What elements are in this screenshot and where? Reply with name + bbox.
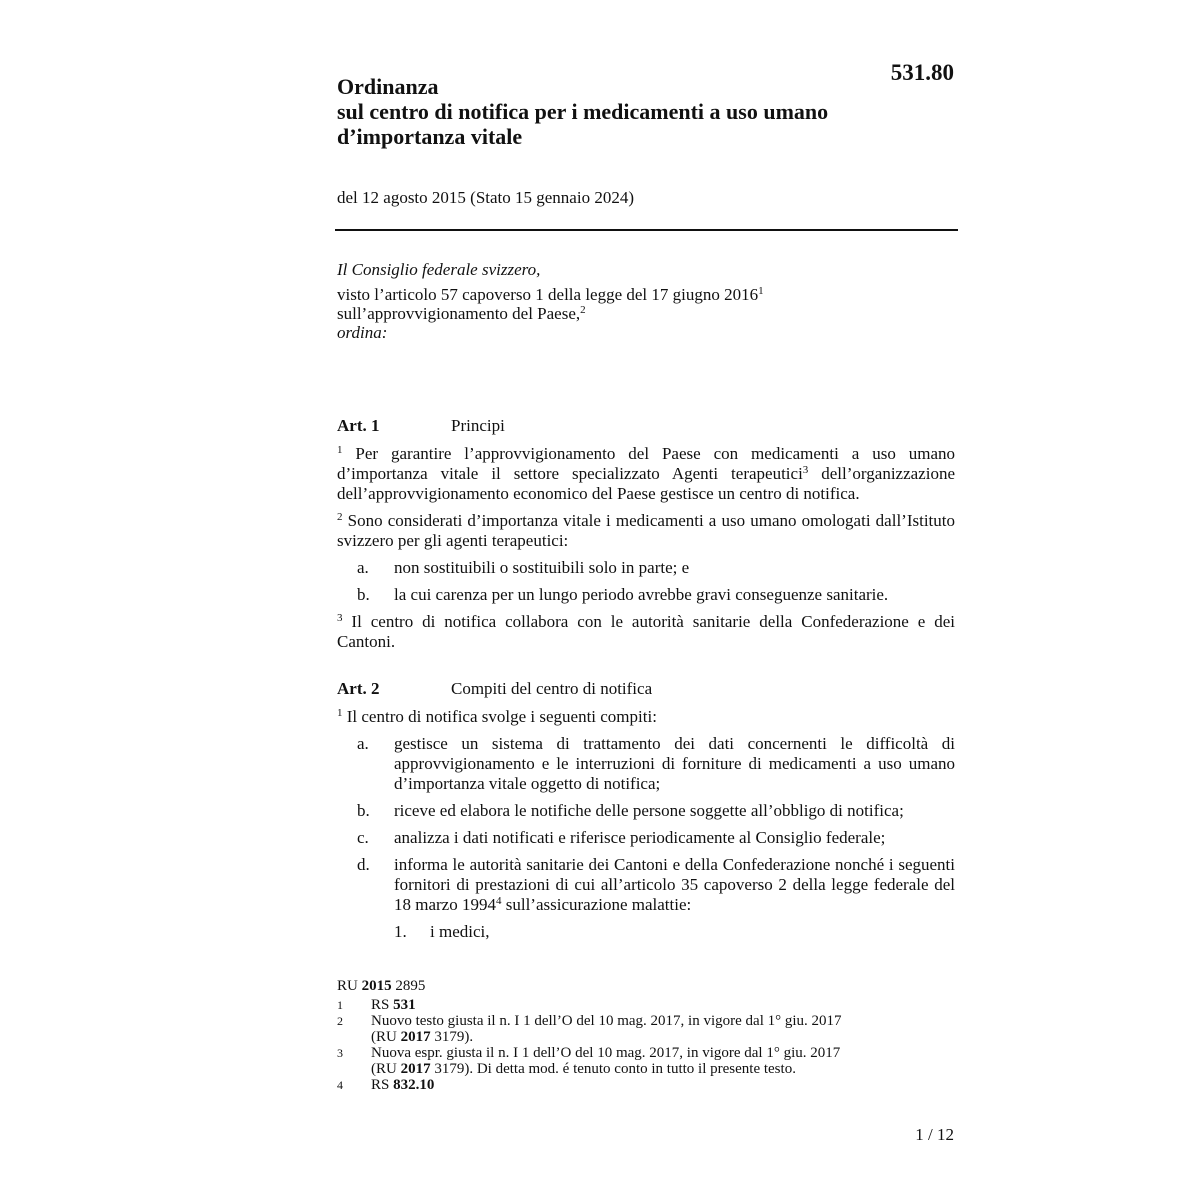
footnote-ref[interactable]: 1	[758, 285, 764, 297]
article-2-heading	[337, 679, 955, 699]
article-number: Art. 2	[337, 679, 380, 698]
sr-number: 531.80	[890, 60, 954, 85]
article-number: Art. 1	[337, 416, 380, 435]
footnote: 1 RS 531	[337, 997, 416, 1013]
article-title: Principi	[451, 416, 505, 435]
list-item: d. informa le autorità sanitarie dei Cantoni e della Confederazione nonché i seguenti fornitori di prestazioni di cui all’articolo 35 capoverso 2 della legge federale del 18 marzo 1994$^4$ sull’assicurazione malattie:	[357, 855, 955, 914]
article-2-paragraph-1: $^1$ Il centro di notifica svolge i seguenti compiti:	[337, 707, 657, 726]
title-line: sul centro di notifica per i medicamenti a uso umano	[337, 99, 829, 124]
article-1-paragraph-2: $^2$ Sono considerati d’importanza vitale i medicamenti a uso umano omologati dall’Istituto svizzero per gli agenti terapeutici:	[337, 511, 955, 550]
footnote-ref[interactable]: 2	[580, 304, 586, 316]
list-item: a. gestisce un sistema di trattamento dei dati concernenti le difficoltà di approvvigionamento e le interruzioni di forniture di medicamenti a uso umano d’importanza vitale oggetto di notifica;	[357, 734, 955, 793]
list-item: b. la cui carenza per un lungo periodo avrebbe gravi conseguenze sanitarie.	[357, 585, 889, 604]
footnote: 4 RS 832.10	[337, 1077, 435, 1093]
title-line: Ordinanza	[337, 74, 439, 99]
list-item: c. analizza i dati notificati e riferisce periodicamente al Consiglio federale;	[357, 828, 886, 847]
list-item: a. non sostituibili o sostituibili solo in parte; e	[357, 558, 690, 577]
ru-reference: RU 2015 2895	[337, 978, 426, 994]
legal-basis: visto l’articolo 57 capoverso 1 della legge del 17 giugno 2016$^1$ sull’approvvigionamento del Paese,$^2$	[337, 285, 764, 323]
preamble	[337, 260, 957, 342]
issuer: Il Consiglio federale svizzero,	[337, 260, 541, 279]
header-divider	[335, 229, 958, 231]
sub-list-item: 1. i medici,	[394, 922, 490, 941]
article-title: Compiti del centro di notifica	[451, 679, 653, 698]
title-line: d’importanza vitale	[337, 124, 523, 149]
footnote-ref[interactable]: 3	[802, 464, 809, 476]
articles	[337, 416, 955, 949]
article-1-paragraph-1: $^1$ Per garantire l’approvvigionamento del Paese con medicamenti a uso umano d’importanza vitale il settore specializzato Agenti terapeutici$^3$ dell’organizzazione dell’approvvigionamento economico del Paese gestisce un centro di notifica.	[337, 444, 956, 503]
page-number: 1 / 12	[915, 1125, 954, 1144]
footnotes	[337, 978, 957, 1093]
list-item: b. riceve ed elabora le notifiche delle persone soggette all’obbligo di notifica;	[357, 801, 904, 820]
article-1-paragraph-3: $^3$ Il centro di notifica collabora con le autorità sanitarie della Confederazione e dei Cantoni.	[337, 612, 955, 651]
footnote: 3 Nuova espr. giusta il n. I 1 dell’O del 10 mag. 2017, in vigore dal 1° giu. 2017 (RU 2017 3179). Di detta mod. é tenuto conto in tutto il presente testo.	[337, 1045, 841, 1077]
document-title	[337, 74, 897, 149]
article-1-heading	[337, 416, 955, 436]
footnote-ref[interactable]: 4	[495, 895, 502, 907]
document-date: del 12 agosto 2015 (Stato 15 gennaio 2024)	[337, 188, 634, 207]
decree: ordina:	[337, 323, 388, 342]
footnote: 2 Nuovo testo giusta il n. I 1 dell’O del 10 mag. 2017, in vigore dal 1° giu. 2017 (RU 2017 3179).	[337, 1013, 842, 1045]
